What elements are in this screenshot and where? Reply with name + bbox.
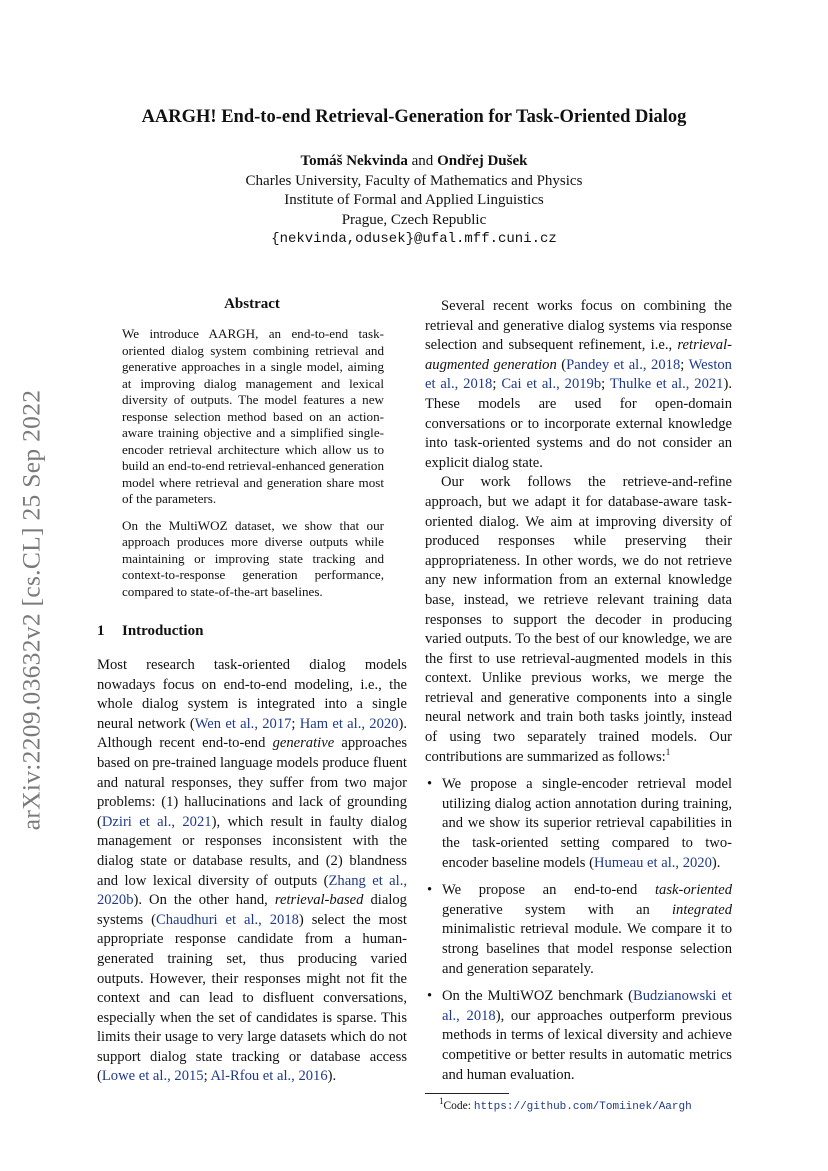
emphasis-text: task-oriented (654, 882, 732, 899)
text-run: approaches based on pre-trained language models produce fluent and natural responses, they suffer from two major problems: (1) hallucinations and lack of grounding ( (97, 735, 407, 830)
text-run: ; (492, 376, 502, 393)
section-title: Introduction (122, 623, 204, 639)
footnote-divider (425, 1093, 509, 1094)
text-run: We propose an end-to-end (442, 882, 655, 899)
text-run: We propose a single-encoder retrieval model utilizing dialog action annotation during training, and we show its superior retrieval capabilities in the task-oriented setting compared to two-encoder baseline models ( (442, 776, 732, 871)
affiliation-line: Charles University, Faculty of Mathematics and Physics (245, 172, 583, 189)
citation-link[interactable]: Budzianowski et al., 2018 (442, 988, 732, 1024)
text-run: Most research task-oriented dialog models nowadays focus on end-to-end modeling, i.e., the whole dialog system is integrated into a single neural network ( (97, 657, 407, 732)
author-names (0, 152, 828, 172)
body-paragraph (425, 473, 732, 767)
author-name: Tomáš Nekvinda (300, 153, 408, 169)
citation-link[interactable]: Cai et al., 2019b (501, 376, 602, 393)
code-url-link[interactable]: https://github.com/Tomiinek/Aargh (473, 1101, 692, 1114)
citation-link[interactable]: Thulke et al., 2021 (609, 376, 724, 393)
author-block (0, 152, 828, 250)
text-run: ) select the most appropriate response candidate from a human-generated training set, thus producing varied outputs. However, their responses might not fit the context and can lead to disfluent conversations, especially when the set of candidates is sparse. This limits their usage to very large datasets which do not support dialog state tracking or database access ( (97, 911, 407, 1085)
bullet-icon: • (427, 882, 433, 899)
text-run: minimalistic retrieval module. We compare it to strong baselines that model response selection and generation separately. (442, 921, 732, 977)
citation-link[interactable]: Pandey et al., 2018 (566, 356, 681, 373)
paper-title: AARGH! End-to-end Retrieval-Generation for Task-Oriented Dialog (141, 107, 687, 127)
author-name: Ondřej Dušek (437, 153, 528, 169)
text-run: Several recent works focus on combining the retrieval and generative dialog systems via response selection and subsequent refinement, i.e., (425, 298, 732, 354)
footnote-label: Code: (443, 1100, 474, 1113)
citation-link[interactable]: Dziri et al., 2021 (101, 813, 212, 830)
footnote (425, 1096, 732, 1114)
text-run: generative system with an (442, 901, 672, 918)
citation-link[interactable]: Zhang et al., 2020b (97, 872, 407, 909)
arxiv-stamp-text: arXiv:2209.03632v2 [cs.CL] 25 Sep 2022 (16, 389, 46, 831)
left-column (97, 296, 407, 1087)
citation-link[interactable]: Ham et al., 2020 (299, 715, 399, 732)
text-run: ), which result in faulty dialog management or responses inconsistent with the dialog state or database results, and (2) blandness and low lexical diversity of outputs ( (97, 813, 407, 889)
citation-link[interactable]: Weston et al., 2018 (425, 356, 732, 393)
abstract-heading: Abstract (224, 296, 280, 312)
footnote-number: 1 (439, 1096, 444, 1107)
text-run: ; (601, 376, 610, 393)
contributions-list (425, 775, 732, 1085)
text-run: ), our approaches outperform previous methods in terms of lexical diversity and achieve competitive or better results in automatic metrics and human evaluation. (442, 1007, 732, 1083)
text-run: dialog systems ( (97, 892, 407, 928)
emphasis-text: integrated (672, 901, 732, 918)
text-run: ). (711, 854, 721, 871)
citation-link[interactable]: Al-Rfou et al., 2016 (210, 1068, 328, 1085)
arxiv-identifier-stamp (14, 365, 48, 855)
text-run: ). (327, 1068, 337, 1085)
list-item (425, 775, 732, 873)
text-run: On the MultiWOZ benchmark ( (442, 988, 633, 1005)
citation-link[interactable]: Chaudhuri et al., 2018 (156, 911, 299, 928)
emphasis-text: retrieval-based (274, 892, 364, 909)
list-item (425, 881, 732, 979)
footnote-marker[interactable]: 1 (665, 746, 671, 757)
text-run: ; (680, 356, 689, 373)
text-run: ). Although recent end-to-end (97, 715, 407, 752)
abstract-paragraph: On the MultiWOZ dataset, we show that our approach produces more diverse outputs while maintaining or improving state tracking and context-to-response generation performance, compared to state-of-the-art baselines. (122, 517, 384, 599)
section-number: 1 (97, 623, 105, 639)
bullet-icon: • (427, 988, 433, 1005)
abstract-section (97, 296, 407, 600)
text-run: ). These models are used for open-domain conversations or to incorporate external knowledge into task-oriented systems and do not consider an explicit dialog state. (425, 376, 732, 471)
citation-link[interactable]: Humeau et al., 2020 (593, 854, 712, 871)
abstract-paragraph: We introduce AARGH, an end-to-end task-oriented dialog system combining retrieval and generative approaches in a single model, aiming at improving dialog management and lexical diversity of outputs. The model features a new response selection method based on an action-aware training objective and a simplified single-encoder retrieval architecture which allow us to build an end-to-end retrieval-enhanced generation model where retrieval and generation share most of the parameters. (122, 326, 384, 506)
affiliation-line: Prague, Czech Republic (341, 211, 487, 228)
text-run: ). On the other hand, (133, 892, 275, 909)
right-column (425, 297, 732, 1113)
text-run: ; (291, 715, 300, 732)
body-paragraph (425, 297, 732, 473)
author-email: {nekvinda,odusek}@ufal.mff.cuni.cz (271, 231, 557, 247)
intro-paragraph (97, 656, 407, 1087)
affiliation-line: Institute of Formal and Applied Linguistics (284, 192, 544, 208)
citation-link[interactable]: Lowe et al., 2015 (101, 1068, 204, 1085)
list-item (425, 987, 732, 1085)
section-heading (97, 623, 407, 640)
text-run: Our work follows the retrieve-and-refine approach, but we adapt it for database-aware task-oriented dialog. We aim at improving diversity of produced responses while preserving their appropriateness. In other words, we do not retrieve any new information from an external knowledge base, instead, we retrieve relevant training data responses to support the decoder in producing varied outputs. To the best of our knowledge, we are the first to use retrieval-augmented models in this context. Unlike previous works, we merge the retrieval and generative components into a single neural network and train both tasks jointly, instead of using two separately trained models. Our contributions are summarized as follows: (425, 474, 732, 765)
bullet-icon: • (427, 776, 433, 793)
author-conjunction: and (407, 153, 438, 169)
emphasis-text: generative (272, 735, 335, 752)
citation-link[interactable]: Wen et al., 2017 (194, 715, 292, 732)
emphasis-text: retrieval-augmented generation (425, 337, 732, 373)
text-run: ( (556, 356, 567, 373)
text-run: ; (203, 1068, 211, 1085)
